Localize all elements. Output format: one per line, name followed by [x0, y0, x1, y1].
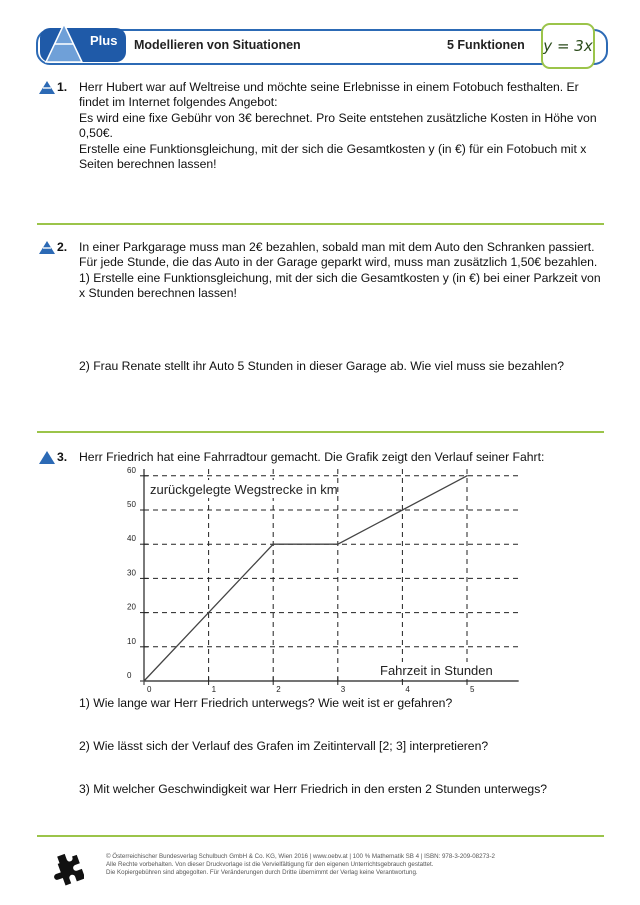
task-text: Herr Friedrich hat eine Fahrradtour gemacht. Die Grafik zeigt den Verlauf seiner Fahrt: — [79, 450, 545, 464]
separator — [37, 835, 604, 837]
data-point — [337, 543, 339, 545]
data-point — [143, 680, 145, 682]
difficulty-triangle-icon — [39, 81, 55, 94]
difficulty-triangle-icon — [39, 451, 55, 464]
separator — [37, 223, 604, 225]
data-point — [402, 509, 404, 511]
y-tick-label: 60 — [127, 465, 136, 475]
task-text: Es wird eine fixe Gebühr von 3€ berechnet. Pro Seite entstehen zusätzliche Kosten in Höhe von 0,50€. — [79, 110, 597, 141]
formula-badge: y = 3x — [541, 23, 595, 69]
task-number: 3. — [57, 450, 68, 464]
footer-copyright: © Österreichischer Bundesverlag Schulbuch GmbH & Co. KG, Wien 2016 | www.oebv.at | 100 % Mathematik SB 4 | ISBN: 978-3-209-08273-2 — [106, 853, 495, 860]
chart-ticks — [127, 466, 475, 694]
y-tick-label: 40 — [127, 534, 136, 544]
task-3-question-3: 3) Mit welcher Geschwindigkeit war Herr Friedrich in den ersten 2 Stunden unterwegs? — [79, 782, 548, 796]
x-tick-label: 1 — [211, 685, 217, 694]
data-point — [208, 612, 210, 614]
y-tick-label: 50 — [127, 500, 136, 509]
separator — [37, 431, 604, 433]
task-number: 1. — [57, 80, 68, 94]
x-tick-label: 5 — [470, 685, 475, 694]
y-tick-label: 30 — [127, 568, 136, 578]
task-text: In einer Parkgarage muss man 2€ bezahlen, sobald man mit dem Auto den Schranken passiert. Für jede Stunde, die das Auto in der Garage geparkt wird, muss man zusätzlich 1,50€ bezahlen. — [79, 240, 598, 270]
footer-fees: Die Kopiergebühren sind abgegolten. Für Veränderungen durch Dritte übernimmt der Verlag keine Verantwortung. — [106, 869, 418, 876]
x-axis-label: Fahrzeit in Stunden — [380, 663, 493, 678]
footer-rights: Alle Rechte vorbehalten. Von dieser Druckvorlage ist die Vervielfältigung für den eigenen Unterrichtsgebrauch gestattet. — [106, 861, 434, 868]
data-point — [466, 475, 468, 477]
x-tick-label: 4 — [405, 685, 410, 694]
task-3-question-1: 1) Wie lange war Herr Friedrich unterwegs? Wie weit ist er gefahren? — [79, 696, 453, 710]
puzzle-piece-icon — [50, 852, 84, 886]
y-tick-label: 10 — [127, 636, 136, 646]
distance-time-chart — [110, 462, 530, 694]
footer — [106, 853, 586, 877]
x-tick-label: 0 — [147, 685, 152, 694]
data-point — [272, 543, 274, 545]
y-axis-label: zurückgelegte Wegstrecke in km — [150, 482, 338, 497]
chart-grid — [144, 469, 519, 681]
x-tick-label: 3 — [340, 685, 346, 694]
x-tick-label: 2 — [276, 685, 281, 694]
task-text: 1) Erstelle eine Funktionsgleichung, mit der sich die Gesamtkosten y (in €) bei einer Parkzeit von x Stunden berechnen lassen! — [79, 270, 601, 301]
task-3-question-2: 2) Wie lässt sich der Verlauf des Grafen im Zeitintervall [2; 3] interpretieren? — [79, 739, 489, 753]
publisher-logo — [40, 22, 126, 68]
chart-axes — [144, 469, 519, 681]
y-tick-label: 0 — [127, 671, 132, 680]
task-text: Herr Hubert war auf Weltreise und möchte seine Erlebnisse in einem Fotobuch festhalten. Er findet im Internet folgendes Angebot: — [79, 80, 579, 110]
task-text: Erstelle eine Funktionsgleichung, mit der sich die Gesamtkosten y (in €) für ein Fotobuch mit x Seiten berechnen lassen! — [79, 141, 587, 172]
task-2-question-2: 2) Frau Renate stellt ihr Auto 5 Stunden in dieser Garage ab. Wie viel muss sie bezahlen? — [79, 359, 565, 373]
task-number: 2. — [57, 240, 68, 254]
y-tick-label: 20 — [127, 602, 136, 612]
chapter-label: 5 Funktionen — [447, 38, 525, 52]
page-title: Modellieren von Situationen — [134, 38, 301, 52]
logo-text: Plus — [90, 33, 118, 48]
difficulty-triangle-icon — [39, 241, 55, 254]
